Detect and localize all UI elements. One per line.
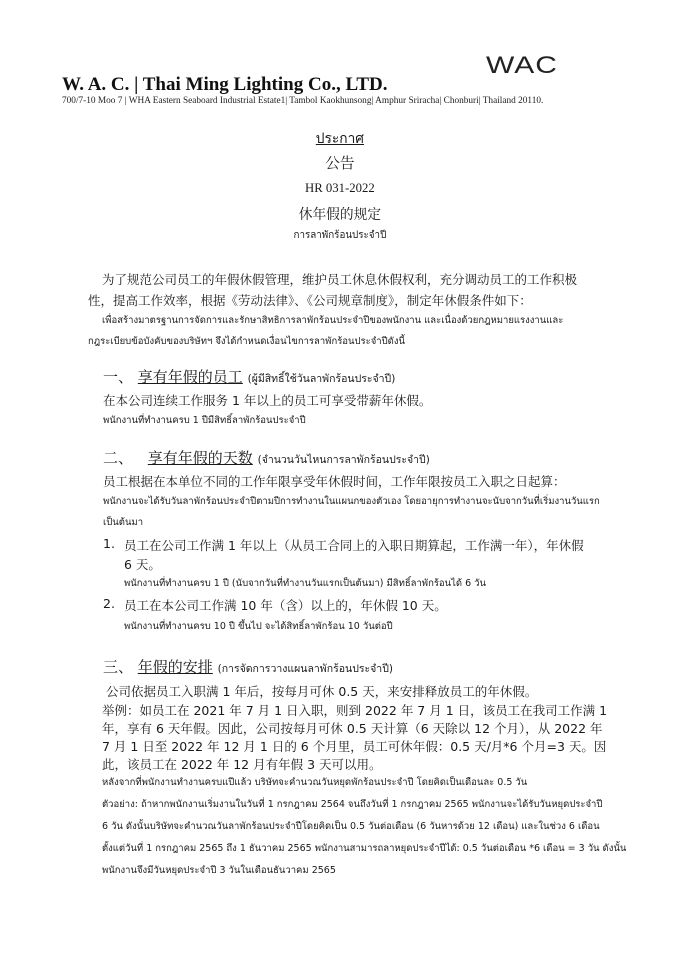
wac-logo: WAC — [486, 52, 558, 79]
document-reference: HR 031-2022 — [305, 180, 375, 195]
section-3-zh-line-4: 7 月 1 日至 2022 年 12 月 1 日的 6 个月里，员工可休年假：0.5 天/月*6 个月=3 天。因 — [102, 739, 607, 754]
section-3-zh-line-5: 此，该员工在 2022 年 12 月有年假 3 天可以用。 — [102, 757, 382, 772]
section-1-title: 享有年假的员工 — [137, 368, 243, 386]
section-3-th-line-2: ตัวอย่าง: ถ้าหากพนักงานเริ่มงานในวันที่ 1 กรกฎาคม 2564 จนถึงวันที่ 1 กรกฎาคม 2565 พนักงานจะได้รับวันหยุดประจำปี — [102, 799, 603, 810]
intro-th-line-2: กฎระเบียบข้อบังคับของบริษัทฯ จึงได้กำหนดเงื่อนไขการลาพักร้อนประจำปีดังนี้ — [88, 336, 405, 347]
announcement-label-thai: ประกาศ — [315, 131, 365, 147]
section-3-th-line-1: หลังจากที่พนักงานทำงานครบแปีแล้ว บริษัทจะคำนวณวันหยุดพักร้อนประจำปี โดยคิดเป็นเดือนละ 0.5 วัน — [102, 777, 528, 788]
section-2-item-2-zh: 员工在本公司工作满 10 年（含）以上的，年休假 10 天。 — [124, 598, 447, 613]
announcement-label-chinese: 公告 — [325, 154, 355, 172]
section-2-item-2-th: พนักงานที่ทำงานครบ 10 ปี ขึ้นไป จะได้สิทธิ์ลาพักร้อน 10 วันต่อปี — [124, 621, 393, 632]
intro-zh-line-1: 为了规范公司员工的年假休假管理，维护员工休息休假权利，充分调动员工的工作积极 — [102, 272, 578, 287]
section-1-number: 一、 — [103, 368, 134, 386]
document-title-chinese: 休年假的规定 — [298, 207, 382, 223]
company-name: W. A. C. | Thai Ming Lighting Co., LTD. — [62, 74, 388, 95]
section-3-heading — [103, 656, 393, 677]
intro-zh-line-2: 性，提高工作效率，根据《劳动法律》、《公司规章制度》，制定年休假条件如下： — [88, 293, 532, 308]
section-2-item-2-number: 2. — [103, 596, 115, 611]
section-3-th-line-4: ตั้งแต่วันที่ 1 กรกฎาคม 2565 ถึง 1 ธันวาคม 2565 พนักงานสามารถลาหยุดประจำปีได้: 0.5 วันต่อเดือน *6 เดือน = 3 วัน ดังนั้น — [102, 843, 627, 854]
section-2-item-1-number: 1. — [103, 536, 115, 551]
section-2-title: 享有年假的天数 — [147, 449, 253, 467]
section-2-item-1-zh-line-1: 员工在公司工作满 1 年以上（从员工合同上的入职日期算起，工作满一年），年休假 — [124, 538, 584, 553]
section-3-th-line-3: 6 วัน ดังนั้นบริษัทจะคำนวณวันลาพักร้อนประจำปีโดยคิดเป็น 0.5 วันต่อเดือน (6 วันหารด้วย 12 เดือน) และในช่วง 6 เดือน — [102, 821, 600, 832]
section-3-zh-line-1: 公司依据员工入职满 1 年后，按每月可休 0.5 天，来安排释放员工的年休假。 — [106, 684, 538, 699]
section-1-th: พนักงานที่ทำงานครบ 1 ปีมีสิทธิ์ลาพักร้อนประจำปี — [103, 415, 306, 426]
section-3-zh-line-2: 举例：如员工在 2021 年 7 月 1 日入职，则到 2022 年 7 月 1 日，该员工在我司工作满 1 — [102, 703, 608, 718]
section-2-th-line-2: เป็นต้นมา — [103, 517, 144, 528]
section-2-heading — [103, 447, 430, 468]
section-3-th-line-5: พนักงานจึงมีวันหยุดประจำปี 3 วันในเดือนธันวาคม 2565 — [102, 865, 336, 876]
section-3-title-thai: (การจัดการวางแผนลาพักร้อนประจำปี) — [217, 663, 393, 675]
section-2-zh: 员工根据在本单位不同的工作年限享受年休假时间，工作年限按员工入职之日起算： — [103, 474, 566, 489]
section-3-zh-line-3: 年，享有 6 天年假。因此，公司按每月可休 0.5 天计算（6 天除以 12 个月），从 2022 年 — [102, 721, 603, 736]
section-2-number: 二、 — [103, 449, 134, 467]
intro-th-line-1: เพื่อสร้างมาตรฐานการจัดการและรักษาสิทธิการลาพักร้อนประจำปีของพนักงาน และเนื่องด้วยกฎหมายแรงงานและ — [102, 315, 564, 326]
section-3-title: 年假的安排 — [137, 658, 213, 676]
section-1-title-thai: (ผู้มีสิทธิ์ใช้วันลาพักร้อนประจำปี) — [247, 373, 396, 385]
section-2-item-1-th: พนักงานที่ทำงานครบ 1 ปี (นับจากวันที่ทำงานวันแรกเป็นต้นมา) มีสิทธิ์ลาพักร้อนได้ 6 วัน — [124, 578, 486, 589]
section-2-th-line-1: พนักงานจะได้รับวันลาพักร้อนประจำปีตามปีการทำงานในแผนกของตัวเอง โดยอายุการทำงานจะนับจากวันที่เริ่มงานวันแรก — [103, 496, 600, 507]
section-1-zh: 在本公司连续工作服务 1 年以上的员工可享受带薪年休假。 — [103, 393, 432, 408]
company-address: 700/7-10 Moo 7 | WHA Eastern Seaboard Industrial Estate1| Tambol Kaokhunsong| Amphur Sriracha| Chonburi| Thailand 20110. — [62, 96, 544, 106]
section-2-item-1-zh-line-2: 6 天。 — [124, 557, 161, 572]
section-2-title-thai: (จำนวนวันไหนการลาพักร้อนประจำปี) — [257, 454, 430, 466]
document-title-thai: การลาพักร้อนประจำปี — [293, 230, 387, 241]
section-3-number: 三、 — [103, 658, 134, 676]
section-1-heading — [103, 366, 395, 387]
